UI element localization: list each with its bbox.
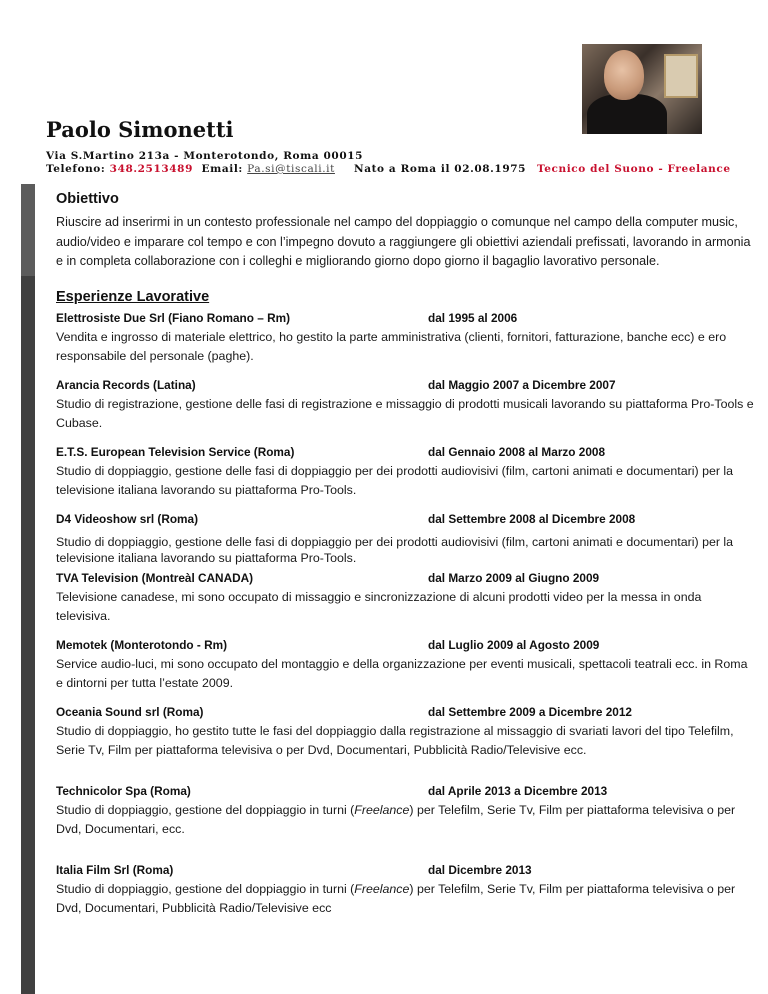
- experience-item: [56, 378, 756, 433]
- experience-company: Oceania Sound srl (Roma): [56, 704, 204, 719]
- phone-number[interactable]: 348.2513489: [109, 163, 193, 175]
- experience-description: Studio di registrazione, gestione delle fasi di registrazione e missaggio di prodotti musicali lavorando su piattaforma Pro-Tools e Cubase.: [56, 396, 754, 430]
- experience-period: dal Settembre 2009 a Dicembre 2012: [428, 704, 632, 719]
- experience-period: dal 1995 al 2006: [428, 310, 518, 325]
- experience-description: Studio di doppiaggio, gestione del doppiaggio in turni (Freelance) per Telefilm, Serie Tv, Film per piattaforma televisiva o per Dvd, Documentari, Pubblicità Radio/Televisive ecc: [56, 881, 736, 915]
- experience-description: Service audio-luci, mi sono occupato del montaggio e della organizzazione per eventi musicali, spettacoli teatrali ecc. in Roma e dintorni per tutta l’estate 2009.: [56, 656, 748, 690]
- freelance-emphasis: Freelance: [354, 802, 410, 817]
- birth-info: Nato a Roma il 02.08.1975: [354, 163, 527, 175]
- person-name: Paolo Simonetti: [46, 117, 234, 142]
- profile-photo: [582, 44, 702, 134]
- objective-title: Obiettivo: [56, 191, 119, 207]
- experience-company: TVA Television (Montreàl CANADA): [56, 570, 254, 585]
- address: Via S.Martino 213a - Monterotondo, Roma 00015: [46, 150, 364, 162]
- contact-line: [46, 163, 335, 175]
- experience-item: [56, 571, 756, 626]
- experience-company: E.T.S. European Television Service (Roma): [56, 444, 295, 459]
- experience-item: [56, 863, 756, 918]
- experience-item: [56, 705, 756, 760]
- main-content: [56, 191, 756, 918]
- sidebar-accent-top: [21, 184, 35, 276]
- email-link[interactable]: Pa.si@tiscali.it: [247, 163, 335, 175]
- experience-description: Studio di doppiaggio, gestione delle fasi di doppiaggio per dei prodotti audiovisivi (film, cartoni animati e documentari) per la televisione italiana lavorando su piattaforma Pro-Tools.: [56, 534, 734, 565]
- job-role: Tecnico del Suono - Freelance: [537, 163, 731, 175]
- experience-description: Vendita e ingrosso di materiale elettrico, ho gestito la parte amministrativa (clienti, fornitori, fatturazione, banche ecc) e ero responsabile del personale (paghe).: [56, 329, 727, 363]
- experience-company: Italia Film Srl (Roma): [56, 862, 174, 877]
- sidebar-accent-bar: [21, 184, 35, 994]
- experience-period: dal Maggio 2007 a Dicembre 2007: [428, 377, 616, 392]
- experience-item: [56, 638, 756, 693]
- experience-company: Arancia Records (Latina): [56, 377, 196, 392]
- experience-description: Studio di doppiaggio, gestione del doppiaggio in turni (Freelance) per Telefilm, Serie Tv, Film per piattaforma televisiva o per Dvd, Documentari, ecc.: [56, 802, 736, 836]
- experience-period: dal Aprile 2013 a Dicembre 2013: [428, 783, 608, 798]
- photo-person-body: [587, 94, 667, 134]
- experience-period: dal Luglio 2009 al Agosto 2009: [428, 637, 600, 652]
- freelance-emphasis: Freelance: [354, 881, 410, 896]
- experience-description: Studio di doppiaggio, ho gestito tutte le fasi del doppiaggio dalla registrazione al missaggio di svariati lavori del tipo Telefilm, Serie Tv, Film per piattaforma televisiva o per Dvd, Documentari, Pubblicità Radio/Televisive ecc.: [56, 723, 734, 757]
- email-label: Email:: [201, 163, 243, 175]
- experience-description: Televisione canadese, mi sono occupato di missaggio e sincronizzazione di alcuni prodotti video per la messa in onda televisiva.: [56, 589, 702, 623]
- experience-item: [56, 784, 756, 839]
- experience-item: [56, 445, 756, 500]
- experience-company: Technicolor Spa (Roma): [56, 783, 191, 798]
- experience-company: D4 Videoshow srl (Roma): [56, 511, 199, 526]
- experience-section: [56, 289, 756, 918]
- objective-text: Riuscire ad inserirmi in un contesto professionale nel campo del doppiaggio o comunque nel campo della computer music, audio/video e imparare col tempo e con l’impegno dovuto a raggiungere gli obiettivi aziendali prefissati, lavorando in armonia e in completa collaborazione con i colleghi e migliorando giorno dopo giorno il bagaglio lavorativo personale.: [56, 215, 751, 269]
- experience-period: dal Dicembre 2013: [428, 862, 532, 877]
- experience-item: [56, 512, 756, 566]
- experience-company: Elettrosiste Due Srl (Fiano Romano – Rm): [56, 310, 291, 325]
- photo-person-head: [604, 50, 644, 100]
- experience-company: Memotek (Monterotondo - Rm): [56, 637, 228, 652]
- objective-section: [56, 191, 756, 272]
- phone-label: Telefono:: [46, 163, 106, 175]
- experience-description: Studio di doppiaggio, gestione delle fasi di doppiaggio per dei prodotti audiovisivi (film, cartoni animati e documentari) per la televisione italiana lavorando su piattaforma Pro-Tools.: [56, 463, 734, 497]
- experience-period: dal Marzo 2009 al Giugno 2009: [428, 570, 600, 585]
- experience-period: dal Gennaio 2008 al Marzo 2008: [428, 444, 606, 459]
- experience-period: dal Settembre 2008 al Dicembre 2008: [428, 511, 636, 526]
- experience-item: [56, 311, 756, 366]
- photo-background-frame: [664, 54, 698, 98]
- experience-title: Esperienze Lavorative: [56, 288, 210, 305]
